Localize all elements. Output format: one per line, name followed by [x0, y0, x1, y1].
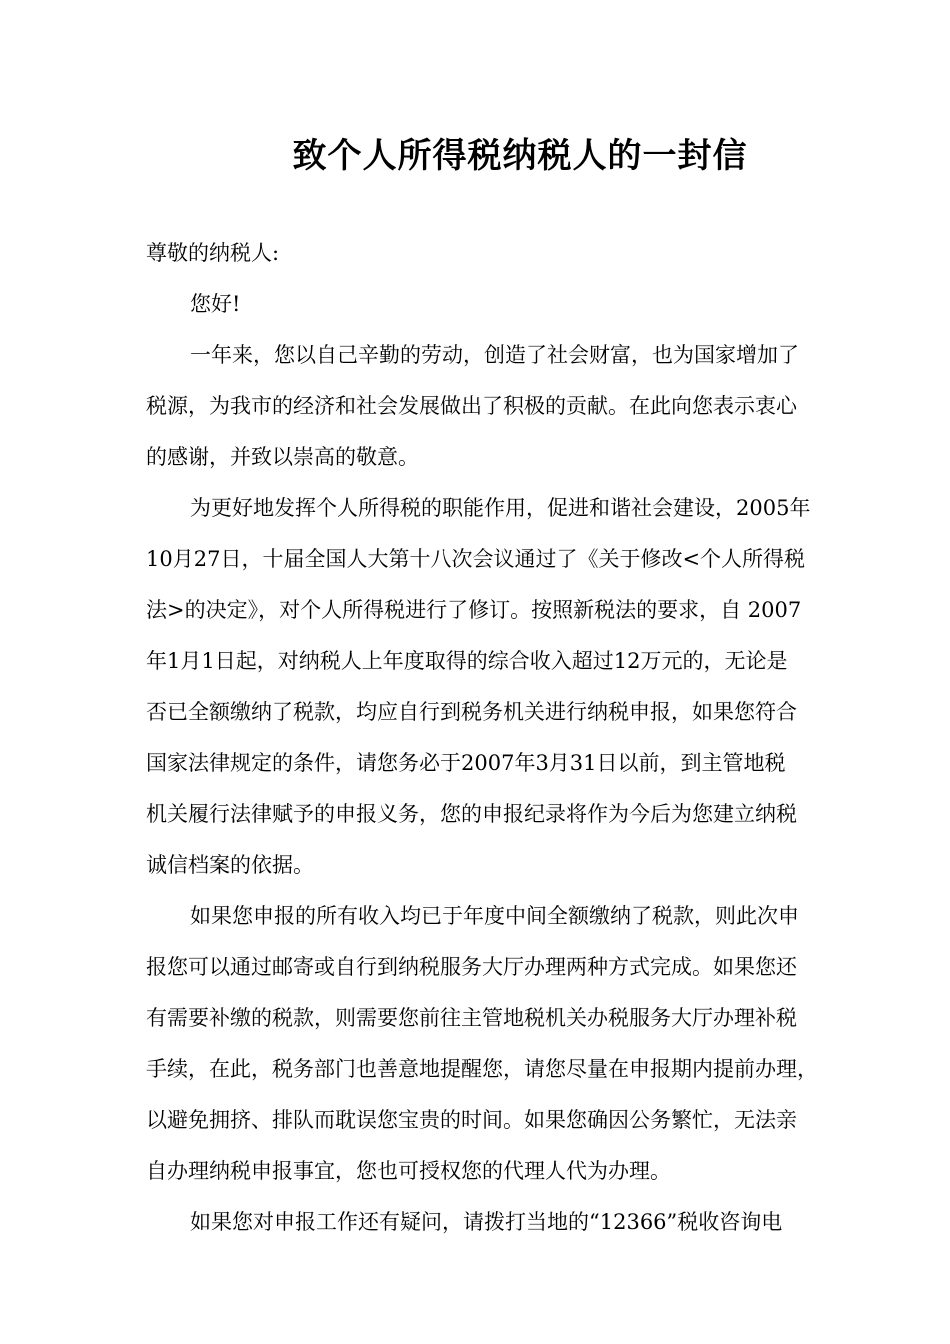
text-line: 诚信档案的依据。 [146, 853, 314, 877]
text-line: 有需要补缴的税款，则需要您前往主管地税机关办税服务大厅办理补税 [146, 1006, 797, 1030]
text-line: 10月27日，十届全国人大第十八次会议通过了《关于修改<个人所得税 [146, 547, 806, 571]
text-line: 以避免拥挤、排队而耽误您宝贵的时间。如果您确因公务繁忙，无法亲 [146, 1108, 797, 1132]
text-line: 尊敬的纳税人: [146, 241, 280, 265]
text-line: 国家法律规定的条件，请您务必于2007年3月31日以前，到主管地税 [146, 751, 786, 775]
text-line: 报您可以通过邮寄或自行到纳税服务大厅办理两种方式完成。如果您还 [146, 955, 797, 979]
text-line: 如果您对申报工作还有疑问，请拨打当地的“12366”税收咨询电 [190, 1210, 783, 1234]
text-line: 如果您申报的所有收入均已于年度中间全额缴纳了税款，则此次申 [190, 904, 799, 928]
text-line: 的感谢，并致以崇高的敬意。 [146, 445, 419, 469]
text-line: 年1月1日起，对纳税人上年度取得的综合收入超过12万元的，无论是 [146, 649, 788, 673]
text-line: 否已全额缴纳了税款，均应自行到税务机关进行纳税申报，如果您符合 [146, 700, 797, 724]
text-line: 为更好地发挥个人所得税的职能作用，促进和谐社会建设，2005年 [190, 496, 811, 520]
letter-body [146, 228, 858, 1248]
document-title: 致个人所得税纳税人的一封信 [292, 136, 748, 176]
text-line: 您好! [190, 292, 241, 316]
text-line: 法>的决定》，对个人所得税进行了修订。按照新税法的要求，自 2007 [146, 598, 802, 622]
text-line: 机关履行法律赋予的申报义务，您的申报纪录将作为今后为您建立纳税 [146, 802, 797, 826]
text-line: 税源，为我市的经济和社会发展做出了积极的贡献。在此向您表示衷心 [146, 394, 797, 418]
text-line: 一年来，您以自己辛勤的劳动，创造了社会财富，也为国家增加了 [190, 343, 799, 367]
text-line: 手续，在此，税务部门也善意地提醒您，请您尽量在申报期内提前办理， [146, 1057, 818, 1081]
text-line: 自办理纳税申报事宜，您也可授权您的代理人代为办理。 [146, 1159, 671, 1183]
